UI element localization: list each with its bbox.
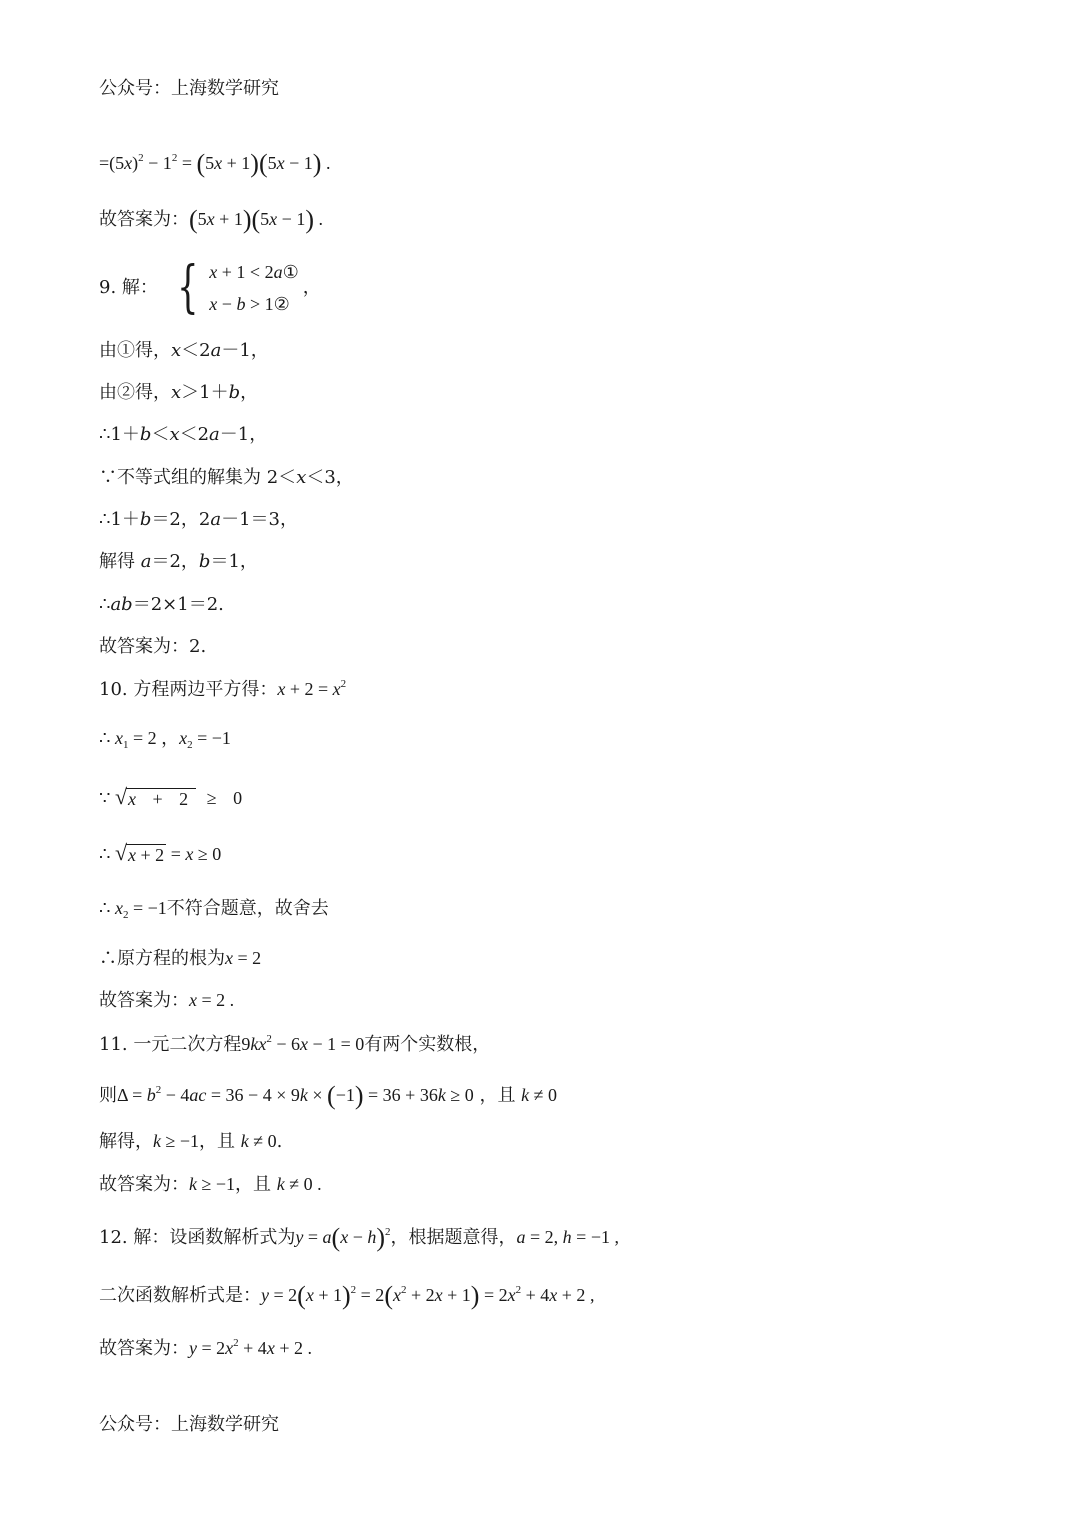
p11-step-2 [99, 1080, 557, 1111]
t: = 2, [525, 1227, 563, 1247]
t: 5 [267, 153, 277, 173]
t: x [189, 990, 197, 1010]
t: ＝2×1＝2. [132, 594, 224, 615]
t: x [332, 679, 341, 699]
t: b [198, 551, 211, 572]
brace: { [176, 255, 199, 320]
t: x [114, 728, 123, 748]
answer-line-8 [99, 204, 323, 235]
t: =(5 [99, 153, 125, 173]
t: y [295, 1227, 304, 1247]
t: + 2 [406, 1285, 435, 1305]
t: x [171, 382, 182, 403]
t: 由①得， [99, 340, 171, 361]
t: x [128, 788, 143, 809]
t: 故答案为： [99, 990, 189, 1011]
p9-step-7 [99, 594, 224, 616]
t: x [114, 898, 123, 918]
t: + 1 [214, 209, 243, 229]
t: 10. 方程两边平方得： [99, 679, 278, 700]
t: = 2 [233, 948, 262, 968]
problem-9-system [99, 256, 321, 320]
t: , [609, 1227, 619, 1247]
t: = 36 + 36 [363, 1085, 438, 1105]
t: k [276, 1174, 285, 1194]
t: 则 [99, 1085, 117, 1106]
t: − 1 [143, 153, 172, 173]
t: + 1 [313, 1285, 342, 1305]
t: ) [242, 205, 252, 234]
t: − 1 [277, 209, 306, 229]
t: ，根据题意得， [390, 1227, 517, 1248]
t: ≠ 0 [529, 1085, 558, 1105]
t: k [299, 1085, 308, 1105]
t: ≥ −1 [197, 1174, 236, 1194]
t: = 2 ， [128, 728, 180, 748]
p9-step-2 [99, 382, 258, 404]
t: = −1 [192, 728, 231, 748]
t: 故答案为： [99, 1174, 189, 1195]
t: b [146, 1085, 156, 1105]
t: b [139, 424, 152, 445]
t: ＝1， [210, 551, 258, 572]
t: x [169, 424, 180, 445]
p12-step-1 [99, 1222, 619, 1253]
t: x [277, 679, 286, 699]
t: x [305, 1285, 314, 1305]
t: 1 [122, 739, 129, 751]
t: k [240, 1131, 249, 1151]
t: 由②得， [99, 382, 171, 403]
t: ∴1＋ [99, 509, 140, 530]
t: x [266, 1338, 275, 1358]
t: x [434, 1285, 443, 1305]
t: ( [196, 149, 206, 178]
t: 2 [340, 678, 347, 690]
t: a [209, 424, 220, 445]
t: b [139, 509, 152, 530]
t: 2 [350, 1284, 357, 1296]
t: 2 [122, 909, 129, 921]
t: h [367, 1227, 377, 1247]
t: 9. 解： [99, 277, 158, 299]
t: ( [189, 205, 198, 234]
t: ≥ 0 [445, 1085, 474, 1105]
t: + 1 [222, 153, 251, 173]
header-text: 公众号：上海数学研究 [99, 78, 279, 99]
t: 二次函数解析式是： [99, 1285, 261, 1306]
t: a [516, 1227, 526, 1247]
t: x [269, 209, 278, 229]
t: x [179, 728, 188, 748]
t: = 36 − 4 × 9 [206, 1085, 300, 1105]
footer-text: 公众号：上海数学研究 [99, 1414, 279, 1435]
t: + 4 [238, 1338, 267, 1358]
t: a [273, 262, 283, 282]
t: + 4 [521, 1285, 550, 1305]
t: ≥ 0 [193, 844, 222, 864]
t: . [312, 1174, 322, 1194]
t: 2 [155, 1084, 162, 1096]
t: 9 [241, 1034, 251, 1054]
t: ) [250, 149, 259, 178]
p9-step-1 [99, 340, 269, 362]
t: ， [240, 382, 259, 403]
p10-step-1 [99, 678, 346, 701]
t: －1＝3， [221, 509, 298, 530]
t: 解得 [99, 551, 141, 572]
t: ∴ [99, 594, 111, 615]
radical-sign: √ [114, 784, 128, 809]
t: x [549, 1285, 558, 1305]
t: ＝2，2 [151, 509, 211, 530]
t: x [185, 844, 194, 864]
t: ∴ [99, 728, 115, 748]
t: k [189, 1174, 197, 1194]
t: ) [305, 205, 314, 234]
t: 2 [171, 152, 178, 164]
t: 不符合题意，故舍去 [166, 898, 329, 919]
t: x [206, 209, 215, 229]
t: ) [312, 149, 322, 178]
t: − 1 = 0 [308, 1034, 365, 1054]
equation-system [164, 256, 321, 320]
t: x [225, 1338, 234, 1358]
p10-step-5 [99, 898, 329, 922]
t: ) [341, 1281, 351, 1310]
sqrt [115, 840, 166, 866]
t: ) [376, 1223, 386, 1252]
p12-step-2 [99, 1280, 594, 1311]
t: 有两个实数根， [364, 1034, 491, 1055]
t: ( [327, 1081, 336, 1110]
t: ( [331, 1223, 341, 1252]
t: a [322, 1227, 332, 1247]
t: + 2 [142, 788, 195, 809]
t: x [276, 153, 285, 173]
t: ) [132, 153, 139, 173]
t: − 6 [271, 1034, 300, 1054]
t: ∴ [99, 898, 115, 918]
t: k [437, 1085, 446, 1105]
t: ，且 [473, 1085, 522, 1106]
t: x [225, 948, 233, 968]
system-row-2 [209, 288, 298, 320]
t: ，且 [235, 1174, 277, 1195]
t: ＜2 [179, 424, 210, 445]
system-row-1 [209, 256, 298, 288]
p9-step-4 [99, 467, 354, 489]
t: －1， [221, 340, 269, 361]
t: 2 [138, 152, 144, 164]
p9-answer: 故答案为：2. [99, 636, 207, 657]
t: ① [282, 262, 299, 282]
t: a [140, 551, 152, 572]
p10-step-3 [99, 784, 248, 810]
t: = 2 [356, 1285, 385, 1305]
t: = [303, 1227, 323, 1247]
t: ＜3， [306, 467, 354, 488]
t: Δ = [117, 1085, 147, 1105]
t: ) [354, 1081, 364, 1110]
t: = 2 . [197, 990, 235, 1010]
radical-sign: √ [114, 840, 128, 865]
p10-answer [99, 990, 234, 1012]
p10-step-4 [99, 840, 221, 866]
t: x [209, 294, 218, 314]
t: k [521, 1085, 530, 1105]
t: ∴1＋ [99, 424, 140, 445]
p11-step-1 [99, 1033, 490, 1056]
t: 解得， [99, 1131, 153, 1152]
t: = [166, 844, 186, 864]
t: + 2 [136, 844, 165, 865]
t: ， [302, 277, 321, 299]
t: y [261, 1285, 269, 1305]
t: . [314, 209, 323, 229]
t: × [307, 1085, 328, 1105]
t: ，且 [199, 1131, 241, 1152]
t: x [128, 844, 137, 865]
t: 2 [266, 1033, 272, 1045]
t: 2 [385, 1226, 391, 1238]
t: x [392, 1285, 401, 1305]
t: 故答案为： [99, 1338, 189, 1359]
t: > 1② [245, 294, 290, 314]
t: − 4 [161, 1085, 190, 1105]
t: 5 [260, 209, 270, 229]
t: 故答案为： [99, 209, 189, 230]
t: ( [251, 205, 261, 234]
t: ≠ 0 [284, 1174, 313, 1194]
t: ＜2 [181, 340, 211, 361]
t: x [340, 1227, 349, 1247]
equation-line-1 [99, 148, 330, 179]
t: ≥ −1 [161, 1131, 200, 1151]
t: ≠ 0 [248, 1131, 277, 1151]
t: 12. 解：设函数解析式为 [99, 1227, 296, 1248]
t: 2 [187, 739, 193, 751]
t: ac [189, 1085, 207, 1105]
t: = [177, 153, 197, 173]
t: k [153, 1131, 161, 1151]
t: b [236, 294, 246, 314]
p9-step-5 [99, 509, 298, 531]
p9-step-3 [99, 424, 267, 446]
t: + 2 [274, 1338, 303, 1358]
t: + 1 [442, 1285, 471, 1305]
t: x [209, 262, 218, 282]
t: 5 [205, 153, 215, 173]
t: + 2 [557, 1285, 586, 1305]
t: −1 [335, 1085, 355, 1105]
t: = 2 [269, 1285, 298, 1305]
t: 5 [197, 209, 207, 229]
p9-step-6 [99, 551, 258, 573]
t: = 2 [479, 1285, 508, 1305]
t: a [210, 340, 222, 361]
t: 11. 一元二次方程 [99, 1034, 242, 1055]
t: . [321, 153, 331, 173]
t: = 2 [197, 1338, 226, 1358]
t: x [296, 467, 307, 488]
t: x [171, 340, 182, 361]
t: = −1 [571, 1227, 610, 1247]
t: ≥ 0 [196, 788, 249, 808]
t: 2 [233, 1337, 239, 1349]
t: ∵ [99, 788, 115, 808]
t: b [228, 382, 241, 403]
t: 2 [515, 1284, 522, 1296]
p11-answer [99, 1174, 322, 1196]
t: ＜ [151, 424, 170, 445]
t: ＝2， [151, 551, 199, 572]
t: + 2 = [285, 679, 333, 699]
t: x [214, 153, 223, 173]
t: − 1 [284, 153, 313, 173]
t: x [300, 1034, 308, 1054]
t: h [562, 1227, 572, 1247]
t: x [507, 1285, 516, 1305]
p10-step-2 [99, 728, 231, 752]
sqrt [115, 784, 196, 810]
t: 2 [400, 1284, 407, 1296]
t: . [276, 1131, 283, 1152]
p10-step-6 [99, 948, 261, 970]
t: , [585, 1285, 595, 1305]
t: = −1 [128, 898, 167, 918]
t: ( [258, 149, 268, 178]
t: ＞1＋ [181, 382, 229, 403]
t: + 1 < 2 [217, 262, 274, 282]
p12-answer [99, 1337, 312, 1360]
t: ( [297, 1281, 306, 1310]
t: ∴原方程的根为 [99, 948, 225, 969]
t: ab [110, 594, 133, 615]
p11-step-3 [99, 1131, 282, 1153]
t: ( [384, 1281, 393, 1310]
t: . [302, 1338, 312, 1358]
t: a [210, 509, 222, 530]
t: ) [470, 1281, 480, 1310]
t: y [189, 1338, 197, 1358]
t: x [124, 153, 133, 173]
t: －1， [219, 424, 268, 445]
t: ∴ [99, 844, 115, 864]
t: − [217, 294, 237, 314]
t: − [348, 1227, 368, 1247]
t: ∵不等式组的解集为 2＜ [99, 467, 297, 488]
t: kx [250, 1034, 267, 1054]
